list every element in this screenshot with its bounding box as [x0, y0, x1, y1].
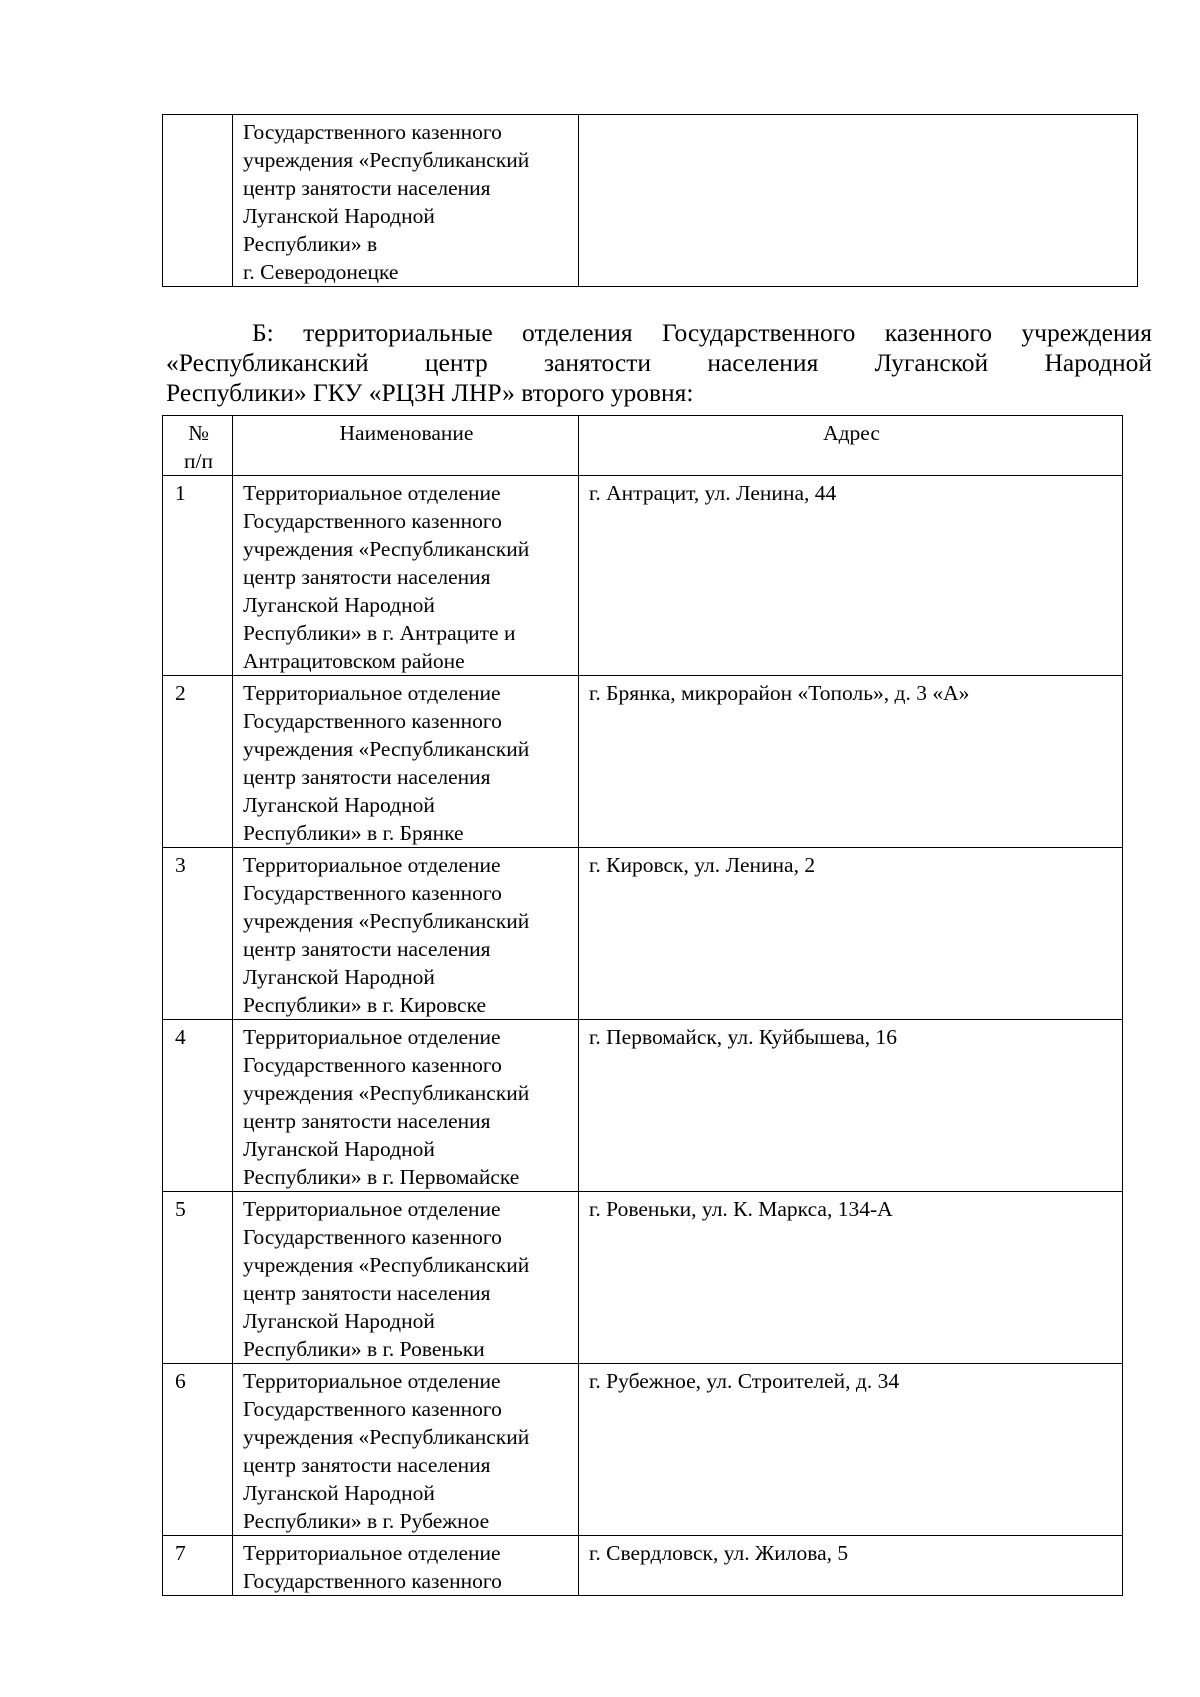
office-name: Территориальное отделение Государственного казенного учреждения «Республиканский центр занятости населения Луганской Народной Республики» в г. Ровеньки [233, 1192, 579, 1364]
row-number: 6 [163, 1364, 233, 1536]
office-name: Территориальное отделение Государственного казенного [233, 1536, 579, 1596]
office-address: г. Кировск, ул. Ленина, 2 [579, 848, 1123, 1020]
row-number: 1 [163, 476, 233, 676]
row-number: 3 [163, 848, 233, 1020]
row-number: 5 [163, 1192, 233, 1364]
table-row [163, 1364, 1123, 1536]
section-b-line: Республики» ГКУ «РЦЗН ЛНР» второго уровня: [166, 378, 694, 407]
office-address: г. Брянка, микрорайон «Тополь», д. 3 «А» [579, 676, 1123, 848]
office-address: г. Свердловск, ул. Жилова, 5 [579, 1536, 1123, 1596]
header-name: Наименование [233, 416, 579, 476]
table-row [163, 676, 1123, 848]
num-cell [163, 115, 233, 287]
row-number: 4 [163, 1020, 233, 1192]
continued-table [162, 114, 1138, 287]
office-name: Территориальное отделение Государственного казенного учреждения «Республиканский центр занятости населения Луганской Народной Республики» в г. Брянке [233, 676, 579, 848]
table-row [163, 1020, 1123, 1192]
office-name: Территориальное отделение Государственного казенного учреждения «Республиканский центр занятости населения Луганской Народной Республики» в г. Рубежное [233, 1364, 579, 1536]
table-row [163, 848, 1123, 1020]
office-name: Территориальное отделение Государственного казенного учреждения «Республиканский центр занятости населения Луганской Народной Республики» в г. Кировске [233, 848, 579, 1020]
row-number: 2 [163, 676, 233, 848]
table-row [163, 1536, 1123, 1596]
section-b-line: Б: территориальные отделения Государственного казенного учреждения [252, 318, 1152, 347]
office-name: Территориальное отделение Государственного казенного учреждения «Республиканский центр занятости населения Луганской Народной Республики» в г. Антраците и Антрацитовском районе [233, 476, 579, 676]
name-cell: Государственного казенного учреждения «Республиканский центр занятости населения Луганской Народной Республики» в г. Северодонецке [233, 115, 579, 287]
address-cell [579, 115, 1138, 287]
office-address: г. Рубежное, ул. Строителей, д. 34 [579, 1364, 1123, 1536]
office-address: г. Первомайск, ул. Куйбышева, 16 [579, 1020, 1123, 1192]
offices-table [162, 415, 1123, 1596]
header-address: Адрес [579, 416, 1123, 476]
row-number: 7 [163, 1536, 233, 1596]
table-header-row [163, 416, 1123, 476]
header-num: № п/п [163, 416, 233, 476]
section-b-heading [166, 318, 1152, 408]
table-row [163, 115, 1138, 287]
office-address: г. Антрацит, ул. Ленина, 44 [579, 476, 1123, 676]
table-row [163, 1192, 1123, 1364]
office-address: г. Ровеньки, ул. К. Маркса, 134-А [579, 1192, 1123, 1364]
section-b-line: «Республиканский центр занятости населения Луганской Народной [166, 348, 1152, 377]
table-row [163, 476, 1123, 676]
office-name: Территориальное отделение Государственного казенного учреждения «Республиканский центр занятости населения Луганской Народной Республики» в г. Первомайске [233, 1020, 579, 1192]
